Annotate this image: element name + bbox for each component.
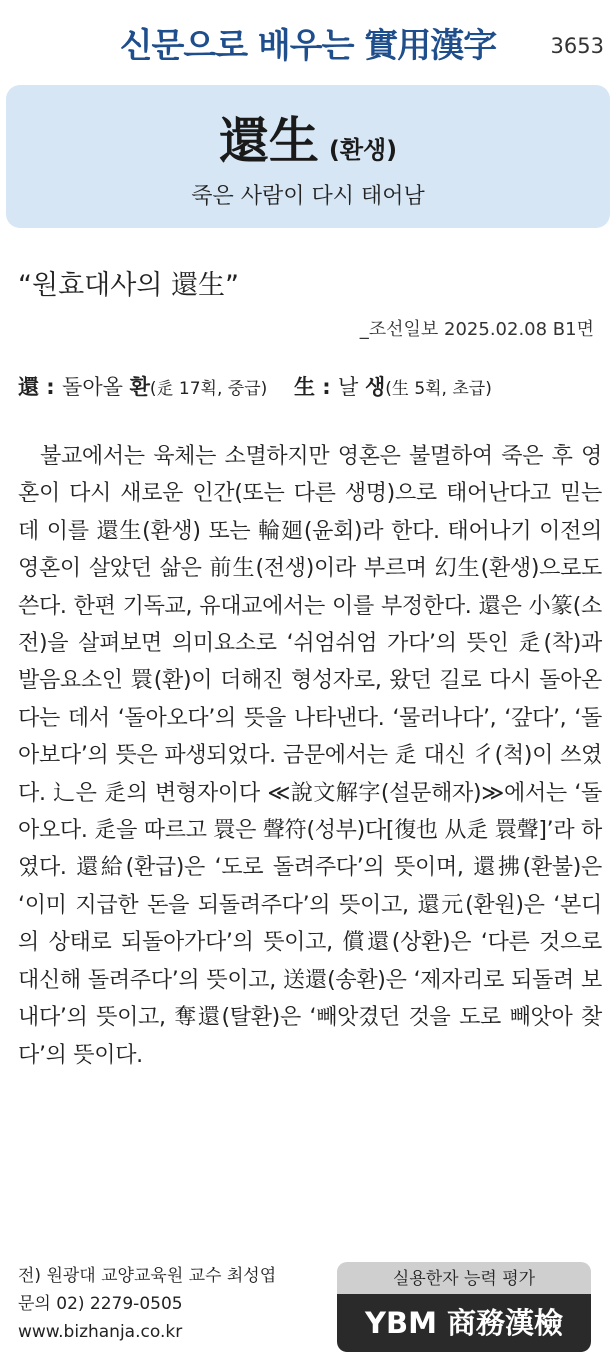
ybm-logo: YBM 商務漢檢 xyxy=(337,1294,591,1352)
badge-caption: 실용한자 능력 평가 xyxy=(392,1269,536,1289)
author-credit: 전) 원광대 교양교육원 교수 최성엽 xyxy=(18,1266,277,1286)
char-separator: : xyxy=(39,375,63,399)
char-reading: 생 xyxy=(364,375,386,399)
contact-phone: 문의 02) 2279-0505 xyxy=(18,1294,183,1314)
hero-word xyxy=(6,101,610,173)
footer-info xyxy=(18,1262,276,1346)
char-glyph: 還 xyxy=(18,375,39,399)
char-entry xyxy=(18,375,274,399)
char-detail: (生 5획, 초급) xyxy=(385,379,492,399)
char-glyph: 生 xyxy=(293,375,315,399)
char-entry xyxy=(294,375,492,399)
hero-hanja: 還生 xyxy=(218,111,319,170)
hero-meaning: 죽은 사람이 다시 태어남 xyxy=(191,184,425,209)
article-source: _조선일보 2025.02.08 B1면 xyxy=(359,319,594,340)
char-detail: (辵 17획, 중급) xyxy=(149,379,268,399)
issue-number: 3653 xyxy=(550,34,604,58)
series-title: 신문으로 배우는 實用漢字 xyxy=(119,26,497,66)
char-meaning: 날 xyxy=(338,375,359,399)
char-meaning: 돌아올 xyxy=(62,375,123,399)
character-info xyxy=(18,371,492,401)
website-link[interactable]: www.bizhanja.co.kr xyxy=(18,1322,183,1342)
hero-reading: (환생) xyxy=(328,136,398,164)
article-headline: “원효대사의 還生” xyxy=(18,270,239,301)
hero-panel xyxy=(6,85,610,228)
header xyxy=(0,0,616,82)
char-reading: 환 xyxy=(129,375,150,399)
exam-badge xyxy=(337,1262,591,1352)
char-separator: : xyxy=(314,375,338,399)
article-body: 불교에서는 육체는 소멸하지만 영혼은 불멸하여 죽은 후 영혼이 다시 새로운 인간(또는 다른 생명)으로 태어난다고 믿는데 이를 還生(환생) 또는 輪廻(윤회)라 한다. 태어나기 이전의 영혼이 살았던 삶은 前生(전생)이라 부르며 幻生(환생)으로도 쓴다. 한편 기독교, 유대교에서는 이를 부정한다. 還은 小篆(소전)을 살펴보면 의미요소로 ‘쉬엄쉬엄 가다’의 뜻인 辵(착)과 발음요소인 睘(환)이 더해진 형성자로, 왔던 길로 다시 돌아온다는 데서 ‘돌아오다’의 뜻을 나타낸다. ‘물러나다’, ‘갚다’, ‘돌아보다’의 뜻은 파생되었다. 금문에서는 辵 대신 彳(척)이 쓰였다. 辶은 辵의 변형자이다 ≪說文解字(설문해자)≫에서는 ‘돌아오다. 辵을 따르고 睘은 聲符(성부)다[復也 从辵 睘聲]’라 하였다. 還給(환급)은 ‘도로 돌려주다’의 뜻이며, 還拂(환불)은 ‘이미 지급한 돈을 되돌려주다’의 뜻이고, 還元(환원)은 ‘본디의 상태로 되돌아가다’의 뜻이고, 償還(상환)은 ‘다른 것으로 대신해 돌려주다’의 뜻이고, 送還(송환)은 ‘제자리로 되돌려 보내다’의 뜻이고, 奪還(탈환)은 ‘빼앗겼던 것을 도로 빼앗아 찾다’의 뜻이다. xyxy=(18,444,602,1068)
